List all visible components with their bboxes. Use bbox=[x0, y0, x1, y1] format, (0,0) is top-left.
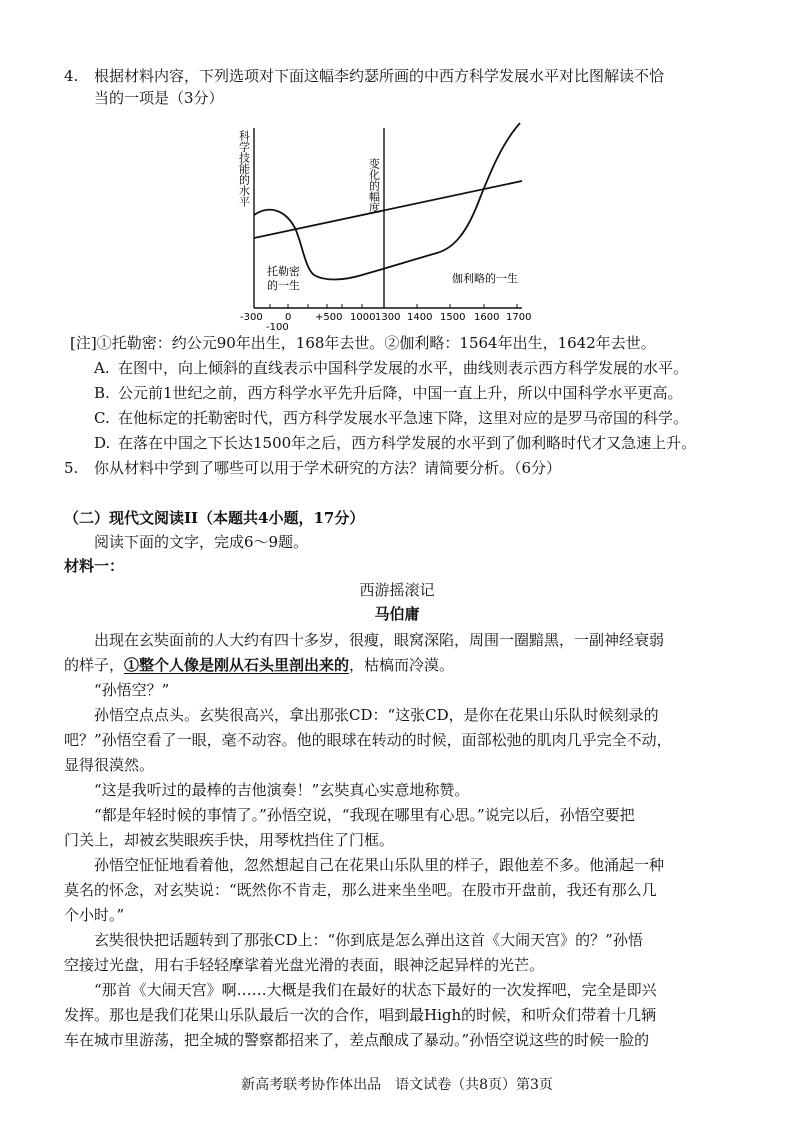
option-c-label: C. bbox=[94, 409, 110, 427]
story-p6-line2: 莫名的怀念，对玄奘说：“既然你不肯走，那么进来坐坐吧。在股市开盘前，我还有那么几 bbox=[64, 881, 657, 899]
story-p2: “孙悟空？” bbox=[94, 681, 170, 699]
story-p5-line2: 门关上，却被玄奘眼疾手快，用琴枕挡住了门框。 bbox=[64, 831, 395, 849]
option-a-text: 在图中，向上倾斜的直线表示中国科学发展的水平，曲线则表示西方科学发展的水平。 bbox=[118, 359, 689, 377]
underlined-sentence-1: ①整个人像是刚从石头里剖出来的 bbox=[124, 656, 350, 674]
y-axis-label: 科学技能的水平 bbox=[237, 130, 251, 207]
galileo-label: 伽利略的一生 bbox=[452, 272, 518, 285]
question-4-text-line1: 根据材料内容，下列选项对下面这幅李约瑟所画的中西方科学发展水平对比图解读不恰 bbox=[94, 67, 665, 85]
option-b-label: B. bbox=[94, 384, 110, 402]
story-p6-line1: 孙悟空怔怔地看着他，忽然想起自己在花果山乐队里的样子，跟他差不多。他涌起一种 bbox=[94, 856, 665, 874]
option-d-label: D. bbox=[94, 434, 111, 452]
story-p1-line2 bbox=[64, 655, 454, 675]
option-c-text: 在他标定的托勒密时代，西方科学发展水平急速下降，这里对应的是罗马帝国的科学。 bbox=[118, 409, 689, 427]
tick-label: 1000 bbox=[350, 312, 376, 323]
tick-label: 1700 bbox=[506, 312, 532, 323]
tick-label: 1500 bbox=[440, 312, 466, 323]
figure-note: [注]①托勒密：约公元90年出生，168年去世。②伽利略：1564年出生，1642年去世。 bbox=[70, 334, 656, 352]
story-p6-line3: 个小时。” bbox=[64, 906, 125, 924]
tick-label: -100 bbox=[266, 322, 289, 330]
section-2-title: （二）现代文阅读II（本题共4小题，17分） bbox=[64, 509, 365, 527]
story-p3-line1: 孙悟空点点头。玄奘很高兴，拿出那张CD：“这张CD，是你在花果山乐队时候刻录的 bbox=[94, 706, 659, 724]
story-p8-line3: 车在城市里游荡，把全城的警察都招来了，差点酿成了暴动。”孙悟空说这些的时候一脸的 bbox=[64, 1031, 650, 1049]
story-title: 西游摇滚记 bbox=[359, 581, 435, 599]
ptolemy-label-2: 的一生 bbox=[267, 279, 300, 292]
question-5-number: 5. bbox=[64, 459, 79, 477]
option-d-text: 在落在中国之下长达1500年之后，西方科学发展的水平到了伽利略时代才又急速上升。 bbox=[118, 434, 697, 452]
story-p3-line3: 显得很漠然。 bbox=[64, 756, 155, 774]
story-p1-line2-b: ，枯槁而冷漠。 bbox=[349, 656, 455, 674]
option-b-text: 公元前1世纪之前，西方科学水平先升后降，中国一直上升，所以中国科学水平更高。 bbox=[118, 384, 683, 402]
question-4-number: 4. bbox=[64, 67, 79, 85]
story-p7-line2: 空接过光盘，用右手轻轻摩挲着光盘光滑的表面，眼神泛起异样的光芒。 bbox=[64, 956, 545, 974]
straight-line bbox=[254, 181, 522, 238]
option-a-label: A. bbox=[94, 359, 110, 377]
story-p5-line1: “都是年轻时候的事情了。”孙悟空说，“我现在哪里有心思。”说完以后，孙悟空要把 bbox=[94, 806, 635, 824]
story-p7-line1: 玄奘很快把话题转到了那张CD上：“你到底是怎么弹出这首《大闹天宫》的？”孙悟 bbox=[94, 931, 643, 949]
story-author: 马伯庸 bbox=[374, 605, 420, 623]
tick-label: 1300 bbox=[375, 312, 401, 323]
story-p3-line2: 吧？”孙悟空看了一眼，毫不动容。他的眼球在转动的时候，面部松弛的肌肉几乎完全不动， bbox=[64, 731, 672, 749]
figure-svg bbox=[232, 118, 532, 330]
tick-label: 1400 bbox=[407, 312, 433, 323]
tick-label: +500 bbox=[315, 312, 343, 323]
science-comparison-figure bbox=[232, 118, 532, 330]
question-5-text: 你从材料中学到了哪些可以用于学术研究的方法？请简要分析。（6分） bbox=[94, 459, 562, 477]
tick-label: -300 bbox=[240, 312, 263, 323]
question-4-text-line2: 当的一项是（3分） bbox=[94, 89, 224, 107]
section-2-instruction: 阅读下面的文字，完成6～9题。 bbox=[94, 533, 309, 551]
story-p8-line2: 发挥。那也是我们花果山乐队最后一次的合作，唱到最High的时候，和听众们带着十几辆 bbox=[64, 1006, 657, 1024]
ptolemy-label-1: 托勒密 bbox=[267, 265, 300, 278]
page-footer: 新高考联考协作体出品 语文试卷（共8页）第3页 bbox=[241, 1077, 553, 1093]
tick-label: 0 bbox=[285, 312, 292, 323]
material-label: 材料一： bbox=[64, 557, 125, 575]
story-p1-line2-a: 的样子， bbox=[64, 656, 125, 674]
story-p4: “这是我听过的最棒的吉他演奏！”玄奘真心实意地称赞。 bbox=[94, 781, 470, 799]
story-p8-line1: “那首《大闹天宫》啊……大概是我们在最好的状态下最好的一次发挥吧，完全是即兴 bbox=[94, 981, 657, 999]
tick-label: 1600 bbox=[474, 312, 500, 323]
change-label: 变化的幅度 bbox=[367, 158, 381, 213]
curve-line bbox=[254, 123, 520, 280]
story-p1-line1: 出现在玄奘面前的人大约有四十多岁，很瘦，眼窝深陷，周围一圈黯黑，一副神经衰弱 bbox=[94, 631, 665, 649]
